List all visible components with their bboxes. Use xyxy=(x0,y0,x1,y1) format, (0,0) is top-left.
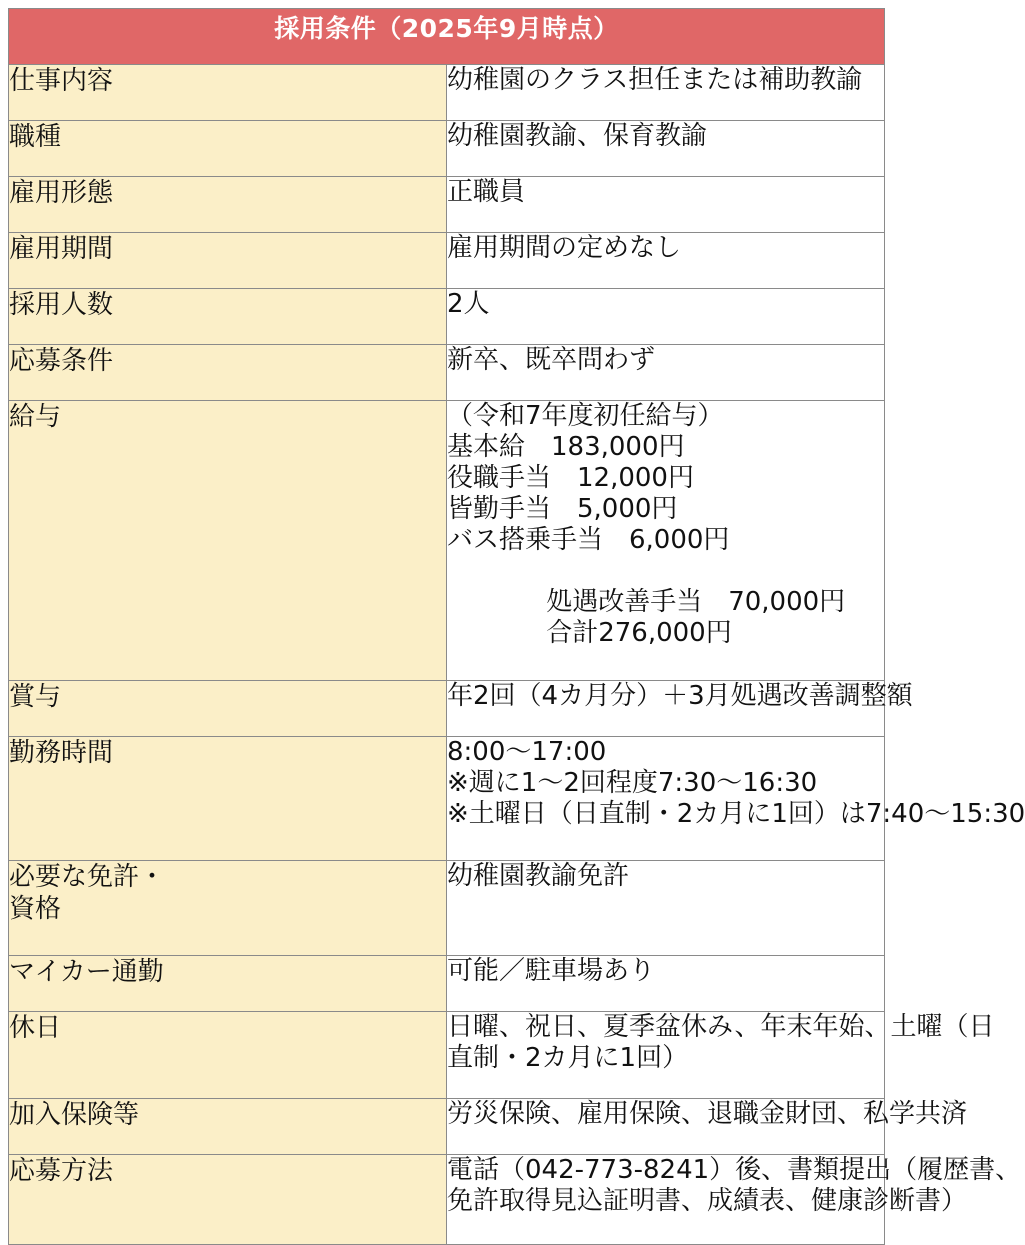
salary-total: 合計276,000円 xyxy=(546,618,732,648)
label-job-type: 職種 xyxy=(9,121,447,177)
row-job-content xyxy=(9,65,885,121)
value-line: 可能／駐車場あり xyxy=(447,956,656,986)
value-insurance xyxy=(447,1099,968,1155)
row-employment-period xyxy=(9,233,885,289)
row-car-commute xyxy=(9,956,885,1012)
value-line: 幼稚園教諭免許 xyxy=(447,861,630,891)
value-line: 年2回（4カ月分）＋3月処遇改善調整額 xyxy=(447,681,913,711)
value-working-hours xyxy=(447,737,1025,861)
value-line: 免許取得見込証明書、成績表、健康診断書） xyxy=(447,1186,968,1216)
value-required-license xyxy=(447,861,885,956)
value-bonus xyxy=(447,681,913,737)
salary-bus-allowance: バス搭乗手当 6,000円 xyxy=(447,525,730,555)
label-holidays: 休日 xyxy=(9,1012,447,1099)
row-insurance xyxy=(9,1099,885,1155)
value-line: 日曜、祝日、夏季盆休み、年末年始、土曜（日 xyxy=(447,1012,995,1042)
label-car-commute: マイカー通勤 xyxy=(9,956,447,1012)
value-line: 幼稚園のクラス担任または補助教諭 xyxy=(447,65,863,95)
value-line: 労災保険、雇用保険、退職金財団、私学共済 xyxy=(447,1099,968,1129)
row-salary xyxy=(9,401,885,681)
row-required-license xyxy=(9,861,885,956)
title-row xyxy=(9,9,885,65)
label-hiring-count: 採用人数 xyxy=(9,289,447,345)
row-working-hours xyxy=(9,737,885,861)
label-line: 資格 xyxy=(9,894,62,924)
value-line: 直制・2カ月に1回） xyxy=(447,1043,689,1073)
recruitment-conditions-sheet xyxy=(8,8,1025,1245)
table-title: 採用条件（2025年9月時点） xyxy=(9,9,885,65)
row-application-method xyxy=(9,1155,885,1245)
value-line: 2人 xyxy=(447,289,490,319)
value-line: 雇用期間の定めなし xyxy=(447,233,682,263)
working-hours-early: ※週に1〜2回程度7:30〜16:30 xyxy=(447,768,818,798)
working-hours-regular: 8:00〜17:00 xyxy=(447,737,607,767)
row-job-type xyxy=(9,121,885,177)
value-employment-type xyxy=(447,177,885,233)
salary-base: 基本給 183,000円 xyxy=(447,432,685,462)
label-job-content: 仕事内容 xyxy=(9,65,447,121)
label-application-method: 応募方法 xyxy=(9,1155,447,1245)
value-employment-period xyxy=(447,233,885,289)
value-salary xyxy=(447,401,885,681)
salary-position-allowance: 役職手当 12,000円 xyxy=(447,463,694,493)
label-application-requirements: 応募条件 xyxy=(9,345,447,401)
value-line: 幼稚園教諭、保育教諭 xyxy=(447,121,708,151)
value-car-commute xyxy=(447,956,885,1012)
label-required-license xyxy=(9,861,447,956)
value-line: 電話（042-773-8241）後、書類提出（履歴書、 xyxy=(447,1155,1022,1185)
row-holidays xyxy=(9,1012,885,1099)
label-insurance: 加入保険等 xyxy=(9,1099,447,1155)
row-bonus xyxy=(9,681,885,737)
salary-note: （令和7年度初任給与） xyxy=(447,401,724,431)
value-holidays xyxy=(447,1012,995,1099)
value-line: 正職員 xyxy=(447,177,526,207)
value-line: 新卒、既卒問わず xyxy=(447,345,656,375)
value-application-requirements xyxy=(447,345,885,401)
label-working-hours: 勤務時間 xyxy=(9,737,447,861)
label-employment-type: 雇用形態 xyxy=(9,177,447,233)
row-hiring-count xyxy=(9,289,885,345)
label-bonus: 賞与 xyxy=(9,681,447,737)
salary-treatment-line xyxy=(447,556,884,680)
recruitment-conditions-table xyxy=(8,8,1025,1245)
working-hours-saturday: ※土曜日（日直制・2カ月に1回）は7:40〜15:30 xyxy=(447,799,1025,829)
label-salary: 給与 xyxy=(9,401,447,681)
row-employment-type xyxy=(9,177,885,233)
salary-treatment-allowance: 処遇改善手当 70,000円 xyxy=(546,587,846,617)
label-employment-period: 雇用期間 xyxy=(9,233,447,289)
row-application-requirements xyxy=(9,345,885,401)
value-hiring-count xyxy=(447,289,885,345)
value-job-type xyxy=(447,121,885,177)
label-line: 必要な免許・ xyxy=(9,862,166,892)
value-job-content xyxy=(447,65,885,121)
value-application-method xyxy=(447,1155,1022,1245)
salary-attendance-allowance: 皆勤手当 5,000円 xyxy=(447,494,678,524)
